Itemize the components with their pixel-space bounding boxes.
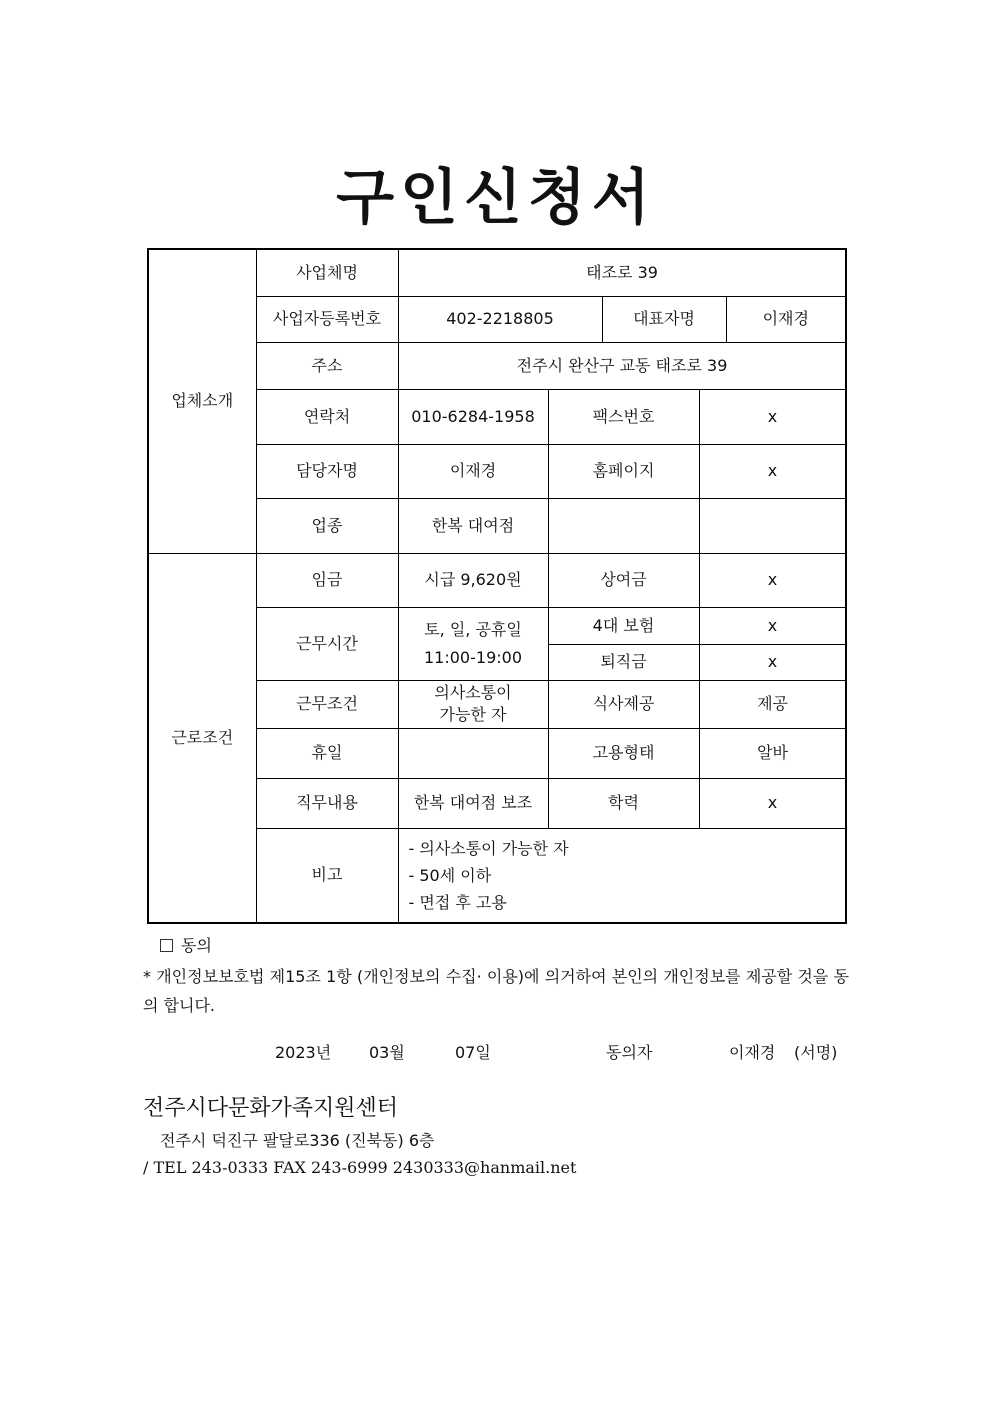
section-conditions-label: 근로조건 (148, 553, 256, 923)
hours-value (398, 607, 548, 680)
fax-value: x (699, 389, 846, 444)
insurance-label: 4대 보험 (548, 607, 699, 644)
consent-notice: * 개인정보보호법 제15조 1항 (개인정보의 수집· 이용)에 의거하여 본인의 개인정보를 제공할 것을 동의 합니다. (143, 967, 849, 1015)
homepage-label: 홈페이지 (548, 444, 699, 498)
consent-checkbox-label: 동의 (181, 936, 212, 955)
consent-year: 2023년 (275, 1043, 332, 1062)
meal-value: 제공 (699, 680, 846, 728)
remarks-content (398, 828, 846, 923)
meal-label: 식사제공 (548, 680, 699, 728)
regno-value: 402-2218805 (398, 296, 602, 342)
signer-label: 동의자 (606, 1043, 653, 1062)
sign-mark: (서명) (794, 1043, 838, 1062)
company-name-value: 태조로 39 (398, 249, 846, 296)
signer-name: 이재경 (729, 1043, 776, 1062)
holiday-value (398, 728, 548, 778)
document-title: 구인신청서 (336, 163, 656, 233)
remarks-item: - 의사소통이 가능한 자 (408, 838, 569, 858)
fax-label: 팩스번호 (548, 389, 699, 444)
work-cond-line1: 의사소통이 (434, 683, 512, 702)
ceo-value: 이재경 (726, 296, 846, 342)
bonus-label: 상여금 (548, 553, 699, 607)
regno-label: 사업자등록번호 (256, 296, 398, 342)
hours-days: 토, 일, 공휴일 (424, 619, 522, 639)
industry-label: 업종 (256, 498, 398, 553)
job-application-table (147, 248, 847, 924)
insurance-value: x (699, 607, 846, 644)
center-contact: / TEL 243-0333 FAX 243-6999 2430333@hanmail.net (143, 1158, 577, 1177)
consent-checkbox[interactable] (160, 939, 173, 952)
employment-label: 고용형태 (548, 728, 699, 778)
ceo-label: 대표자명 (602, 296, 726, 342)
address-label: 주소 (256, 342, 398, 389)
duty-label: 직무내용 (256, 778, 398, 828)
consent-month: 03월 (369, 1043, 405, 1062)
address-value: 전주시 완산구 교동 태조로 39 (398, 342, 846, 389)
center-name: 전주시다문화가족지원센터 (143, 1096, 399, 1121)
wage-value: 시급 9,620원 (398, 553, 548, 607)
remarks-label: 비고 (256, 828, 398, 923)
industry-empty-cell (548, 498, 699, 553)
section-company-label: 업체소개 (148, 249, 256, 553)
phone-value: 010-6284-1958 (398, 389, 548, 444)
hours-label: 근무시간 (256, 607, 398, 680)
education-value: x (699, 778, 846, 828)
manager-label: 담당자명 (256, 444, 398, 498)
work-cond-label: 근무조건 (256, 680, 398, 728)
consent-day: 07일 (455, 1043, 491, 1062)
manager-value: 이재경 (398, 444, 548, 498)
consent-row (160, 935, 212, 957)
employment-value: 알바 (699, 728, 846, 778)
company-name-label: 사업체명 (256, 249, 398, 296)
center-address: 전주시 덕진구 팔달로336 (진북동) 6층 (160, 1131, 435, 1150)
work-cond-value (398, 680, 548, 728)
work-cond-line2: 가능한 자 (439, 705, 507, 724)
severance-label: 퇴직금 (548, 644, 699, 680)
bonus-value: x (699, 553, 846, 607)
duty-value: 한복 대여점 보조 (398, 778, 548, 828)
remarks-item: - 50세 이하 (408, 865, 492, 885)
industry-empty-cell-2 (699, 498, 846, 553)
wage-label: 임금 (256, 553, 398, 607)
education-label: 학력 (548, 778, 699, 828)
phone-label: 연락처 (256, 389, 398, 444)
homepage-value: x (699, 444, 846, 498)
hours-time: 11:00-19:00 (424, 647, 522, 667)
industry-value: 한복 대여점 (398, 498, 548, 553)
remarks-item: - 면접 후 고용 (408, 892, 507, 912)
severance-value: x (699, 644, 846, 680)
holiday-label: 휴일 (256, 728, 398, 778)
